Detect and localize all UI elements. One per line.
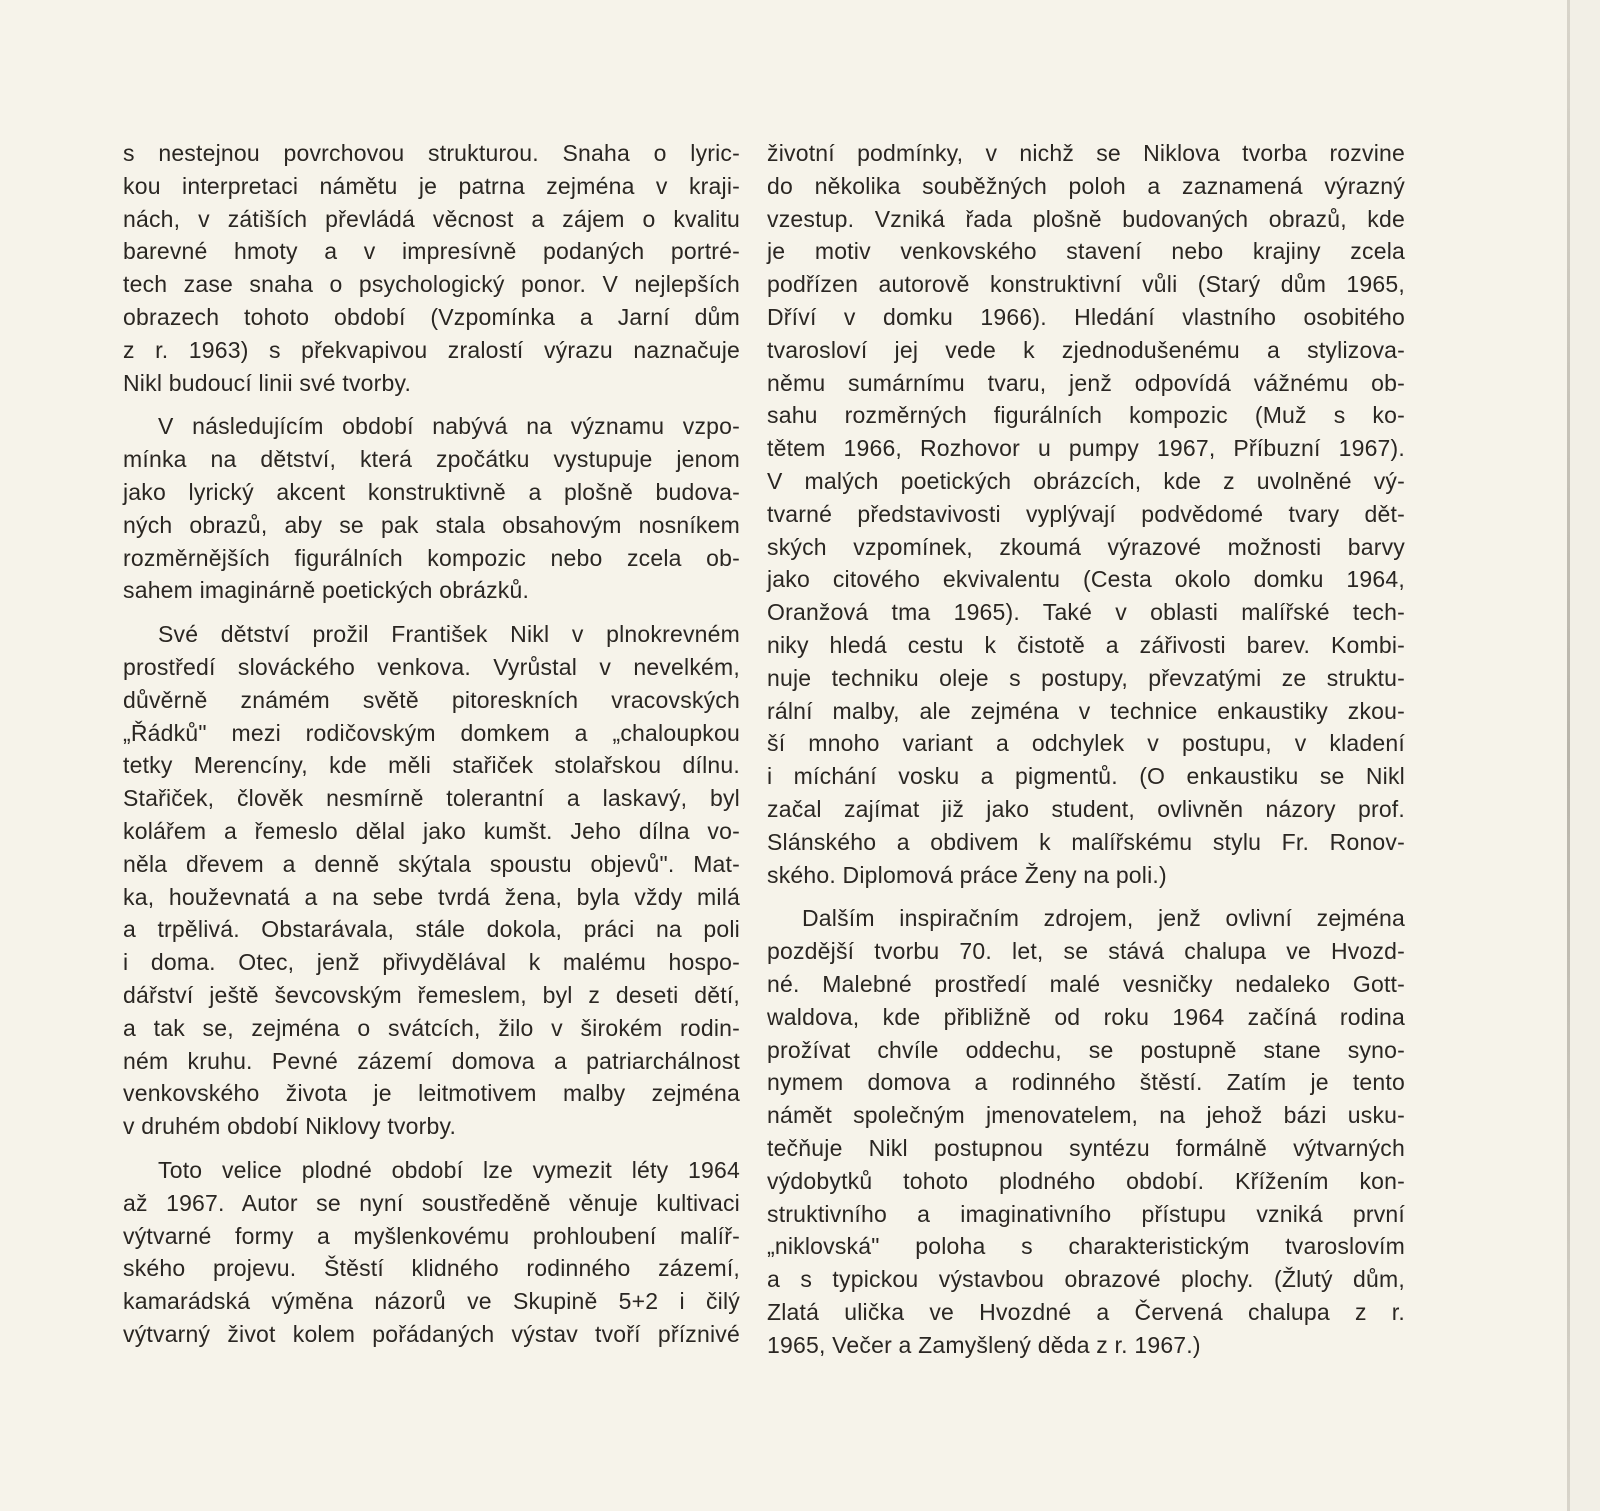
text-line: i míchání vosku a pigmentů. (O enkaustiku se Nikl: [767, 763, 1405, 790]
text-line: struktivního a imaginativního přístupu vzniká první: [767, 1200, 1405, 1227]
paragraph: [767, 902, 1405, 1361]
text-line: Dříví v domku 1966). Hledání vlastního osobitého: [767, 303, 1405, 330]
paragraph: [123, 1154, 740, 1351]
text-line: tvarosloví jej vede k zjednodušenému a stylizova-: [767, 336, 1405, 363]
text-line: dářství ještě ševcovským řemeslem, byl z deseti dětí,: [123, 981, 740, 1008]
text-line: kamarádská výměna názorů ve Skupině 5+2 i čilý: [123, 1288, 740, 1315]
text-line: ského. Diplomová práce Ženy na poli.): [767, 861, 1167, 888]
text-line: v druhém období Niklovy tvorby.: [123, 1113, 457, 1140]
text-line: nuje techniku oleje s postupy, převzatými ze struktu-: [767, 664, 1405, 691]
text-line: začal zajímat již jako student, ovlivněn názory prof.: [767, 795, 1405, 822]
text-line: z r. 1963) s překvapivou zralostí výrazu naznačuje: [123, 336, 740, 363]
text-line: s nestejnou povrchovou strukturou. Snaha o lyric-: [123, 140, 740, 166]
text-line: jako citového ekvivalentu (Cesta okolo domku 1964,: [767, 566, 1405, 593]
text-line: V následujícím období nabývá na významu vzpo-: [158, 413, 740, 440]
text-line: i doma. Otec, jenž přivydělával k malému hospo-: [123, 949, 740, 976]
text-line: kolářem a řemeslo dělal jako kumšt. Jeho dílna vo-: [123, 817, 740, 844]
text-line: tech zase snaha o psychologický ponor. V nejlepších: [123, 271, 740, 298]
text-line: podřízen autorově konstruktivní vůli (Starý dům 1965,: [767, 271, 1405, 298]
text-line: prožívat chvíle oddechu, se postupně stane syno-: [767, 1036, 1405, 1063]
paragraph: [123, 137, 740, 399]
text-line: sahem imaginárně poetických obrázků.: [123, 577, 530, 604]
text-line: „niklovská" poloha s charakteristickým tvaroslovím: [767, 1233, 1405, 1260]
text-line: ka, houževnatá a na sebe tvrdá žena, byla vždy milá: [123, 883, 740, 910]
text-line: Slánského a obdivem k malířskému stylu Fr. Ronov-: [767, 828, 1405, 855]
text-line: Stařiček, člověk nesmírně tolerantní a laskavý, byl: [123, 785, 740, 812]
text-line: a tak se, zejména o svátcích, žilo v širokém rodin-: [123, 1014, 740, 1041]
text-line: barevné hmoty a v impresívně podaných portré-: [123, 238, 740, 265]
text-line: ných obrazů, aby se pak stala obsahovým nosníkem: [123, 511, 740, 538]
page-edge: [1567, 0, 1570, 1511]
text-line: kou interpretaci námětu je patrna zejména v kraji-: [123, 172, 740, 199]
text-line: ší mnoho variant a odchylek v postupu, v kladení: [767, 730, 1405, 757]
text-line: pozdější tvorbu 70. let, se stává chalupa ve Hvozd-: [767, 938, 1405, 965]
text-line: Toto velice plodné období lze vymezit léty 1964: [158, 1156, 740, 1183]
text-line: Dalším inspiračním zdrojem, jenž ovlivní zejména: [802, 905, 1405, 932]
text-line: námět společným jmenovatelem, na jehož bázi usku-: [767, 1102, 1405, 1129]
text-line: „Řádků" mezi rodičovským domkem a „chaloupkou: [123, 719, 740, 746]
text-line: tvarné představivosti vyplývají podvědomé tvary dět-: [767, 500, 1405, 527]
paragraph: [123, 410, 740, 607]
text-line: Oranžová tma 1965). Také v oblasti malířské tech-: [767, 599, 1405, 626]
text-line: jako lyrický akcent konstruktivně a plošně budova-: [123, 478, 740, 505]
text-line: tetky Merencíny, kde měli stařiček stolařskou dílnu.: [123, 752, 740, 779]
text-line: Nikl budoucí linii své tvorby.: [123, 369, 412, 396]
text-line: nymem domova a rodinného štěstí. Zatím je tento: [767, 1069, 1405, 1096]
text-line: V malých poetických obrázcích, kde z uvolněné vý-: [767, 467, 1405, 494]
text-line: je motiv venkovského stavení nebo krajiny zcela: [767, 238, 1405, 265]
text-line: Své dětství prožil František Nikl v plnokrevném: [158, 621, 740, 648]
text-line: důvěrně známém světě pitoreskních vracovských: [123, 686, 740, 713]
text-line: nách, v zátiších převládá věcnost a zájem o kvalitu: [123, 205, 740, 232]
text-line: němu sumárnímu tvaru, jenž odpovídá vážnému ob-: [767, 369, 1405, 396]
text-line: výtvarné formy a myšlenkovému prohloubení malíř-: [123, 1222, 740, 1249]
text-line: vzestup. Vzniká řada plošně budovaných obrazů, kde: [767, 205, 1405, 232]
text-line: rozměrnějších figurálních kompozic nebo zcela ob-: [123, 544, 740, 571]
text-line: ského projevu. Štěstí klidného rodinného zázemí,: [123, 1255, 740, 1282]
page-margin: [1570, 0, 1600, 1511]
text-line: něla dřevem a denně skýtala spoustu objevů". Mat-: [123, 850, 740, 877]
text-line: ských vzpomínek, zkoumá výrazové možnosti barvy: [767, 533, 1405, 560]
text-line: až 1967. Autor se nyní soustředěně věnuje kultivaci: [123, 1189, 740, 1216]
right-text-column: [767, 137, 1405, 1372]
text-line: venkovského života je leitmotivem malby zejména: [123, 1080, 740, 1107]
text-line: né. Malebné prostředí malé vesničky nedaleko Gott-: [767, 970, 1405, 997]
text-line: rální malby, ale zejména v technice enkaustiky zkou-: [767, 697, 1405, 724]
text-line: výdobytků tohoto plodného období. Křížením kon-: [767, 1167, 1405, 1194]
text-line: mínka na dětství, která zpočátku vystupuje jenom: [123, 446, 740, 473]
text-line: a s typickou výstavbou obrazové plochy. (Žlutý dům,: [767, 1266, 1405, 1293]
text-line: obrazech tohoto období (Vzpomínka a Jarní dům: [123, 303, 740, 330]
text-line: tětem 1966, Rozhovor u pumpy 1967, Příbuzní 1967).: [767, 435, 1405, 462]
text-line: waldova, kde přibližně od roku 1964 začíná rodina: [767, 1003, 1405, 1030]
paragraph: [767, 137, 1405, 891]
text-line: ném kruhu. Pevné zázemí domova a patriarchálnost: [123, 1047, 740, 1074]
text-line: Zlatá ulička ve Hvozdné a Červená chalupa z r.: [767, 1298, 1405, 1325]
text-line: životní podmínky, v nichž se Niklova tvorba rozvine: [767, 140, 1405, 166]
text-line: do několika souběžných poloh a zaznamená výrazný: [767, 172, 1405, 199]
text-line: výtvarný život kolem pořádaných výstav tvoří příznivé: [123, 1320, 740, 1347]
text-line: tečňuje Nikl postupnou syntézu formálně výtvarných: [767, 1134, 1405, 1161]
text-line: prostředí slováckého venkova. Vyrůstal v nevelkém,: [123, 653, 740, 680]
text-line: 1965, Večer a Zamyšlený děda z r. 1967.): [767, 1331, 1201, 1358]
left-text-column: [123, 137, 740, 1362]
text-line: niky hledá cestu k čistotě a zářivosti barev. Kombi-: [767, 631, 1405, 658]
paragraph: [123, 618, 740, 1143]
text-line: sahu rozměrných figurálních kompozic (Muž s ko-: [767, 402, 1405, 429]
text-line: a trpělivá. Obstarávala, stále dokola, práci na poli: [123, 916, 740, 943]
